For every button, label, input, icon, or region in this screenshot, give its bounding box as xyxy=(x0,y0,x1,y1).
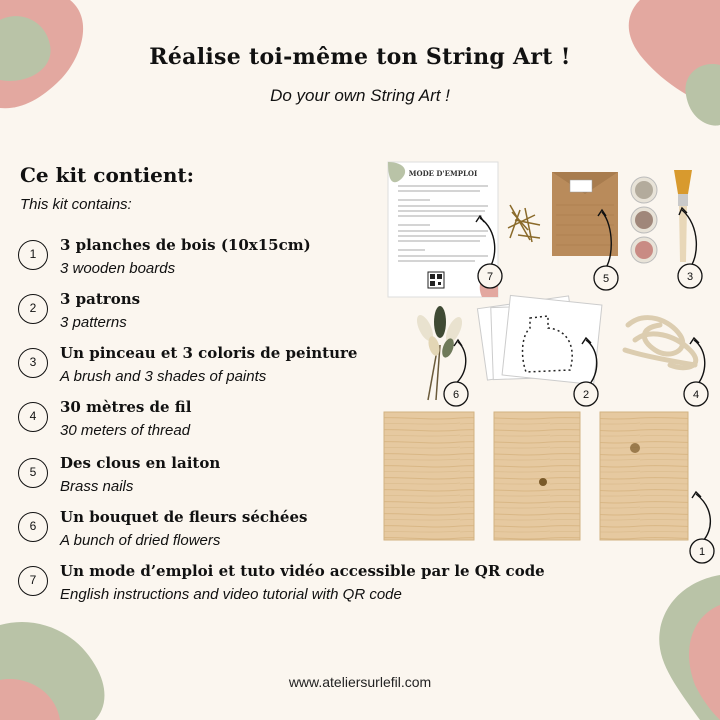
item-label-en: A brush and 3 shades of paints xyxy=(60,368,267,385)
item-label-fr: Un pinceau et 3 coloris de peinture xyxy=(60,344,358,362)
item-label-en: 3 wooden boards xyxy=(60,260,176,277)
item-label-en: Brass nails xyxy=(60,478,134,495)
instruction-card-title: MODE D'EMPLOI xyxy=(408,169,478,178)
item-label-en: 3 patterns xyxy=(60,314,127,331)
kit-contents-heading: Ce kit contient: xyxy=(20,163,195,187)
callout-number: 7 xyxy=(486,271,494,283)
item-number-badge: 3 xyxy=(18,348,48,378)
kit-contents-subheading: This kit contains: xyxy=(20,196,132,213)
website-url: www.ateliersurlefil.com xyxy=(288,674,432,690)
brass-nails-pile xyxy=(508,205,540,242)
kraft-paper-bag xyxy=(552,172,618,256)
corner-blob-bottom-right xyxy=(640,575,720,720)
item-number-badge: 1 xyxy=(18,240,48,270)
item-label-fr: 3 planches de bois (10x15cm) xyxy=(60,236,311,254)
callout-number: 5 xyxy=(602,273,610,285)
corner-blob-top-right xyxy=(610,0,720,140)
item-number-badge: 6 xyxy=(18,512,48,542)
page-subtitle: Do your own String Art ! xyxy=(270,86,450,105)
callout-number: 1 xyxy=(698,546,706,558)
item-label-fr: 30 mètres de fil xyxy=(60,398,192,416)
item-label-en: 30 meters of thread xyxy=(60,422,191,439)
kit-photo xyxy=(370,150,720,570)
paper-patterns xyxy=(477,295,601,384)
thread-bundle xyxy=(625,318,696,368)
item-number-badge: 7 xyxy=(18,566,48,596)
callout-number: 3 xyxy=(686,271,694,283)
page-title: Réalise toi-même ton String Art ! xyxy=(149,44,571,70)
item-number-badge: 5 xyxy=(18,458,48,488)
callout-number: 2 xyxy=(582,389,590,401)
wooden-boards xyxy=(384,412,688,540)
item-label-fr: 3 patrons xyxy=(60,290,141,308)
paint-brush xyxy=(674,170,692,262)
item-label-en: A bunch of dried flowers xyxy=(60,532,221,549)
callout-number: 6 xyxy=(452,389,460,401)
callout-number: 4 xyxy=(692,389,700,401)
paint-pots xyxy=(631,177,657,263)
item-number-badge: 4 xyxy=(18,402,48,432)
item-number-badge: 2 xyxy=(18,294,48,324)
item-label-fr: Un bouquet de fleurs séchées xyxy=(60,508,308,526)
corner-blob-bottom-left xyxy=(0,610,120,720)
item-label-fr: Des clous en laiton xyxy=(60,454,221,472)
item-label-fr: Un mode d’emploi et tuto vidéo accessible par le QR code xyxy=(60,562,545,580)
item-label-en: English instructions and video tutorial with QR code xyxy=(60,586,402,603)
photo-callout-1 xyxy=(690,492,714,563)
